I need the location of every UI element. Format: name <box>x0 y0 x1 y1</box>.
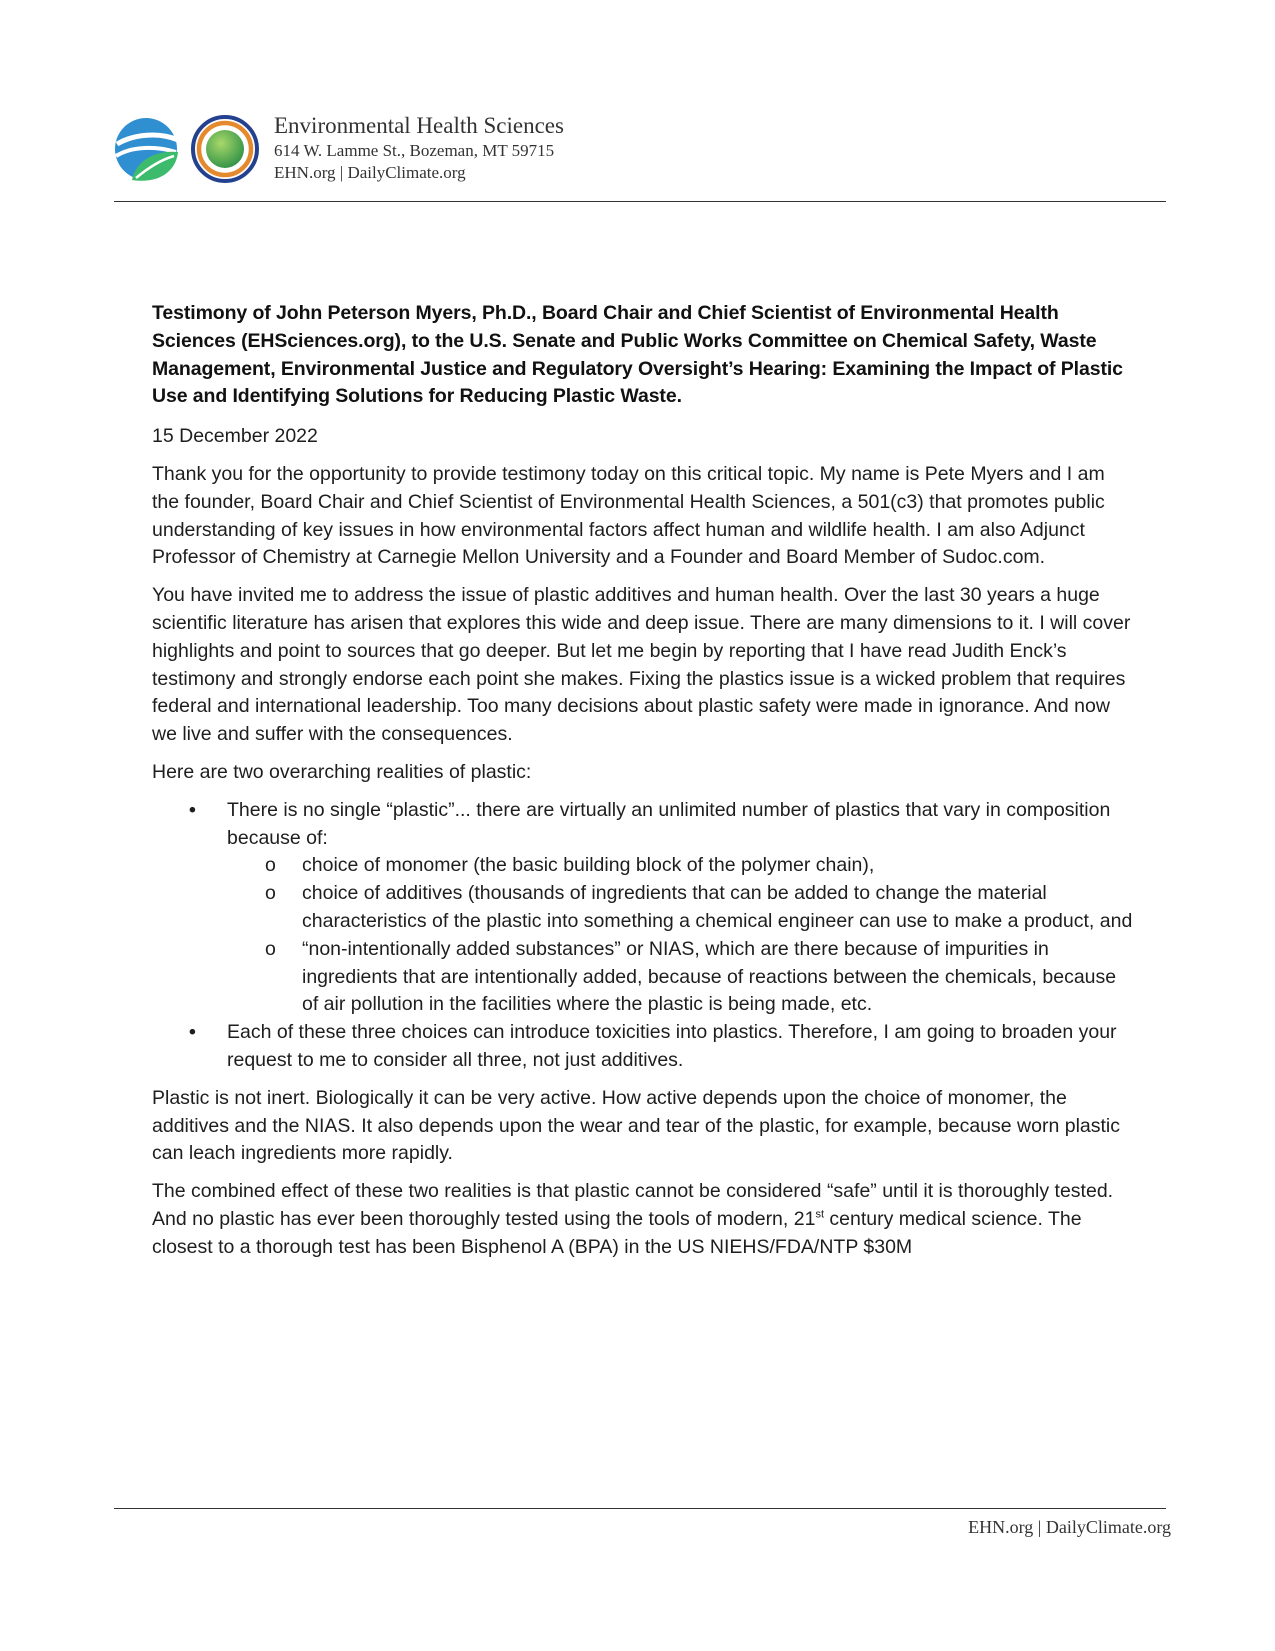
sub-bullet-marker: o <box>265 937 276 960</box>
letterhead <box>114 112 1166 202</box>
footer-divider <box>114 1508 1166 1509</box>
org-address: 614 W. Lamme St., Bozeman, MT 59715 <box>274 141 555 160</box>
footer-websites: EHN.org | DailyClimate.org <box>968 1517 1171 1537</box>
paragraph: Thank you for the opportunity to provide testimony today on this critical topic. My name is Pete Myers and I am the founder, Board Chair and Chief Scientist of Environmental Health Sciences, a 501(c3) that promotes public understanding of key issues in how environmental factors affect human and wildlife health. I am also Adjunct Professor of Chemistry at Carnegie Mellon University and a Founder and Board Member of Sudoc.com. <box>152 462 1105 569</box>
globe-leaf-logo <box>114 116 180 184</box>
document-title: Testimony of John Peterson Myers, Ph.D., Board Chair and Chief Scientist of Environmental Health Sciences (EHSciences.org), to the U.S. Senate and Public Works Committee on Chemical Safety, Waste Management, Environmental Justice and Regulatory Oversight’s Hearing: Examining the Impact of Plastic Use and Identifying Solutions for Reducing Plastic Waste. <box>152 302 1123 408</box>
sub-bullet-item <box>227 880 1137 936</box>
sub-bullet-item <box>227 936 1137 1019</box>
paragraph-last <box>152 1178 1137 1261</box>
paragraph: You have invited me to address the issue of plastic additives and human health. Over the last 30 years a huge scientific literature has arisen that explores this wide and deep issue. There are many dimensions to it. I will cover highlights and point to sources that go deeper. But let me begin by reporting that I have read Judith Enck’s testimony and strongly endorse each point she makes. Fixing the plastics issue is a wicked problem that requires federal and international leadership. Too many decisions about plastic safety were made in ignorance. And now we live and suffer with the consequences. <box>152 584 1131 746</box>
bullet-marker: • <box>189 1021 196 1044</box>
superscript-ordinal: st <box>815 1208 824 1221</box>
org-websites: EHN.org | DailyClimate.org <box>274 163 466 182</box>
paragraph-text-end: century medical science. The closest to a thorough test has been Bisphenol A (BPA) in the US NIEHS/FDA/NTP $30M <box>152 1207 1082 1258</box>
document-body <box>152 300 1137 1272</box>
bullet-text: Each of these three choices can introduce toxicities into plastics. Therefore, I am going to broaden your request to me to consider all three, not just additives. <box>227 1021 1117 1071</box>
bullet-item <box>152 1019 1137 1075</box>
bullet-item <box>152 797 1137 1019</box>
paragraph: Plastic is not inert. Biologically it can be very active. How active depends upon the choice of monomer, the additives and the NIAS. It also depends upon the wear and tear of the plastic, for example, because worn plastic can leach ingredients more rapidly. <box>152 1086 1120 1165</box>
org-name: Environmental Health Sciences <box>274 113 564 138</box>
bullet-marker: • <box>189 798 196 821</box>
header-divider <box>114 201 1166 202</box>
org-info <box>274 112 564 184</box>
paragraph-text-start: The combined effect of these two realities is that plastic cannot be considered “safe” until it is thoroughly tested. And no plastic has ever been thoroughly tested using the tools of modern, 21 <box>152 1180 1114 1230</box>
sub-bullet-text: “non-intentionally added substances” or NIAS, which are there because of impurities in ingredients that are intentionally added, because of reactions between the chemicals, because of air pollution in the facilities where the plastic is being made, etc. <box>302 937 1117 1016</box>
paragraph: Here are two overarching realities of plastic: <box>152 760 532 783</box>
sub-bullet-text: choice of additives (thousands of ingredients that can be added to change the material characteristics of the plastic into something a chemical engineer can use to make a product, and <box>302 882 1133 932</box>
sub-bullet-item <box>227 852 1137 880</box>
sub-bullet-marker: o <box>265 854 276 877</box>
sub-bullet-list <box>227 852 1137 1019</box>
bullet-list <box>152 797 1137 1075</box>
bullet-text: There is no single “plastic”... there are virtually an unlimited number of plastics that vary in composition because of: <box>227 798 1111 849</box>
sub-bullet-marker: o <box>265 882 276 905</box>
concentric-ring-logo <box>191 114 259 184</box>
document-date: 15 December 2022 <box>152 425 318 448</box>
sub-bullet-text: choice of monomer (the basic building block of the polymer chain), <box>302 854 875 877</box>
